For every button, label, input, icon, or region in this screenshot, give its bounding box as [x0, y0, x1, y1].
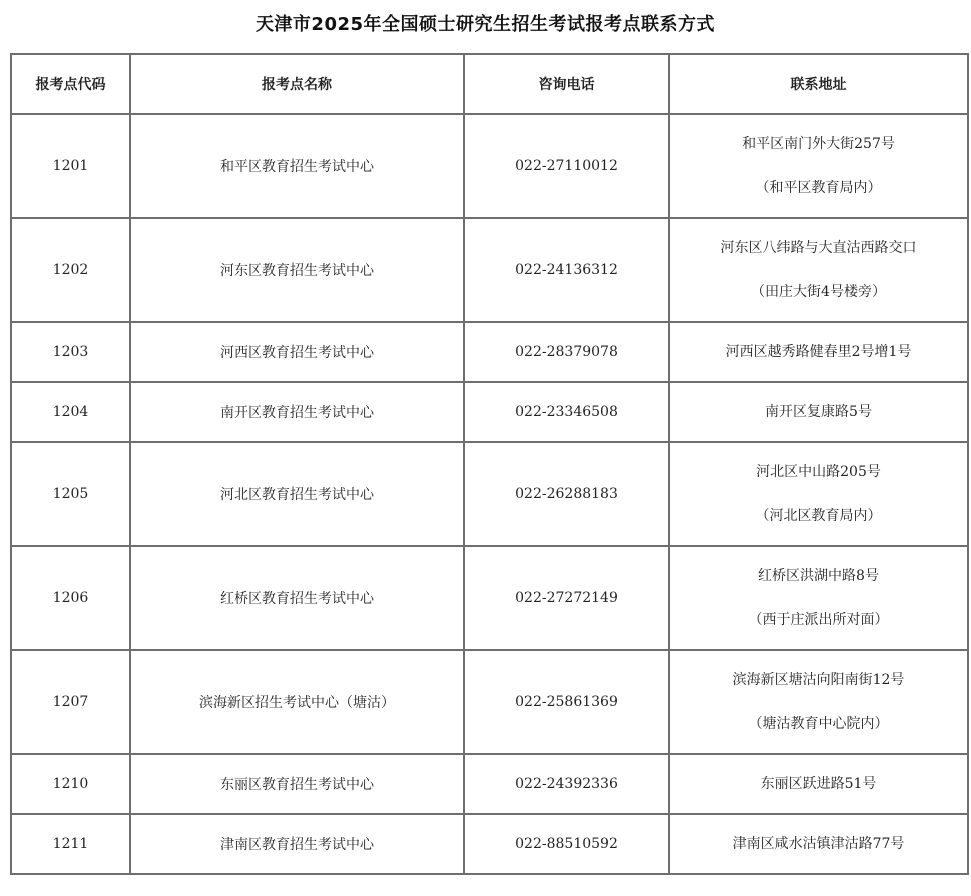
header-phone: 咨询电话: [464, 54, 669, 114]
cell-name: 河东区教育招生考试中心: [130, 218, 464, 322]
address-line: 东丽区跃进路51号: [760, 776, 877, 792]
cell-code: 1210: [11, 754, 130, 814]
header-code: 报考点代码: [11, 54, 130, 114]
cell-address: [669, 814, 968, 874]
cell-code: 1204: [11, 382, 130, 442]
header-address: 联系地址: [669, 54, 968, 114]
cell-name: 东丽区教育招生考试中心: [130, 754, 464, 814]
cell-name: 滨海新区招生考试中心（塘沽）: [130, 650, 464, 754]
table-row: [11, 754, 968, 814]
cell-code: 1211: [11, 814, 130, 874]
cell-phone: 022-23346508: [464, 382, 669, 442]
address-line: 南开区复康路5号: [765, 404, 872, 420]
table-row: [11, 442, 968, 546]
cell-address: [669, 382, 968, 442]
cell-address: [669, 218, 968, 322]
cell-address: [669, 322, 968, 382]
cell-address: [669, 650, 968, 754]
cell-name: 津南区教育招生考试中心: [130, 814, 464, 874]
address-note: （田庄大街4号楼旁）: [751, 284, 886, 300]
cell-code: 1203: [11, 322, 130, 382]
cell-name: 红桥区教育招生考试中心: [130, 546, 464, 650]
address-line: 和平区南门外大街257号: [742, 136, 895, 152]
header-name: 报考点名称: [130, 54, 464, 114]
cell-name: 河西区教育招生考试中心: [130, 322, 464, 382]
cell-address: [669, 754, 968, 814]
cell-phone: 022-24136312: [464, 218, 669, 322]
cell-name: 和平区教育招生考试中心: [130, 114, 464, 218]
table-row: [11, 546, 968, 650]
address-line: 红桥区洪湖中路8号: [758, 568, 879, 584]
cell-code: 1201: [11, 114, 130, 218]
table-row: [11, 322, 968, 382]
table-row: [11, 814, 968, 874]
cell-code: 1207: [11, 650, 130, 754]
table-row: [11, 114, 968, 218]
cell-code: 1206: [11, 546, 130, 650]
cell-code: 1202: [11, 218, 130, 322]
contact-table: [10, 53, 969, 875]
address-note: （塘沽教育中心院内）: [748, 716, 889, 732]
cell-name: 南开区教育招生考试中心: [130, 382, 464, 442]
cell-address: [669, 442, 968, 546]
table-row: [11, 218, 968, 322]
cell-phone: 022-28379078: [464, 322, 669, 382]
cell-address: [669, 546, 968, 650]
cell-code: 1205: [11, 442, 130, 546]
cell-phone: 022-25861369: [464, 650, 669, 754]
address-line: 河西区越秀路健春里2号增1号: [725, 344, 912, 360]
table-header-row: [11, 54, 968, 114]
cell-phone: 022-24392336: [464, 754, 669, 814]
address-line: 河东区八纬路与大直沽西路交口: [720, 240, 917, 256]
address-note: （西于庄派出所对面）: [748, 612, 889, 628]
address-line: 津南区咸水沽镇津沽路77号: [732, 836, 905, 852]
address-line: 滨海新区塘沽向阳南街12号: [732, 672, 905, 688]
cell-phone: 022-26288183: [464, 442, 669, 546]
cell-name: 河北区教育招生考试中心: [130, 442, 464, 546]
address-note: （和平区教育局内）: [755, 180, 882, 196]
cell-phone: 022-88510592: [464, 814, 669, 874]
address-line: 河北区中山路205号: [756, 464, 881, 480]
cell-phone: 022-27110012: [464, 114, 669, 218]
cell-address: [669, 114, 968, 218]
cell-phone: 022-27272149: [464, 546, 669, 650]
table-row: [11, 650, 968, 754]
address-note: （河北区教育局内）: [755, 508, 882, 524]
table-row: [11, 382, 968, 442]
page-title: 天津市2025年全国硕士研究生招生考试报考点联系方式: [255, 14, 716, 35]
